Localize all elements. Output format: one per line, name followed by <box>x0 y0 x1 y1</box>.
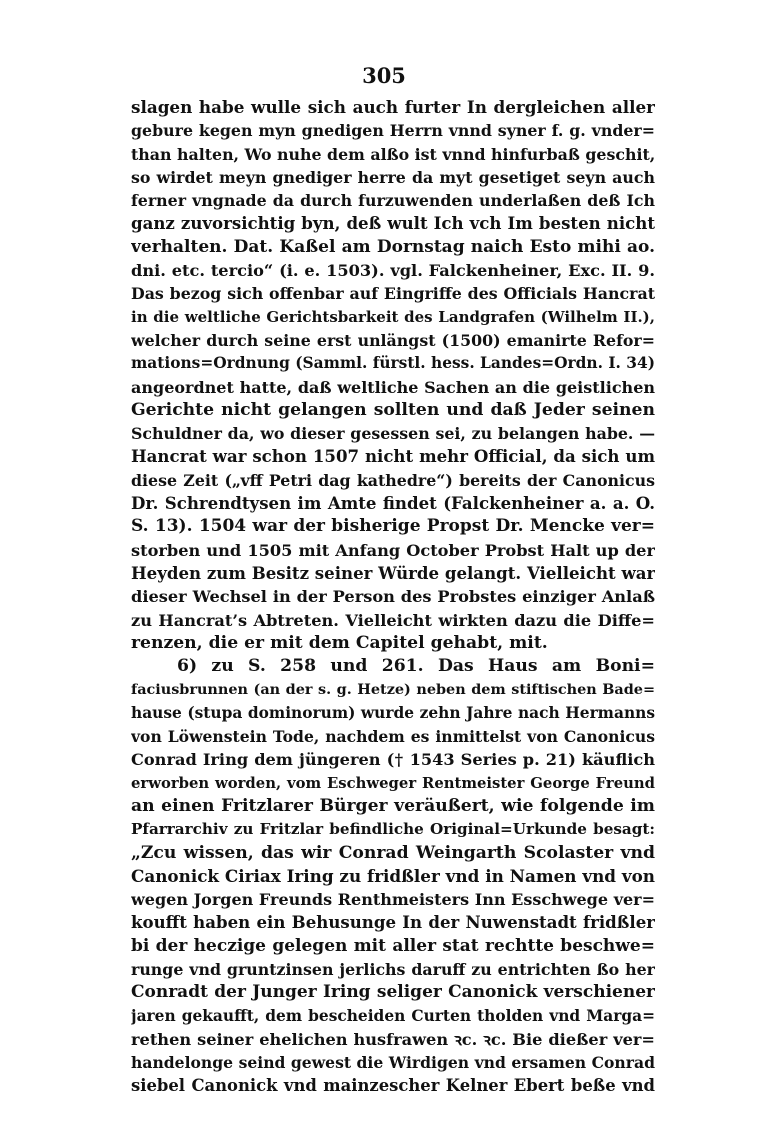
page-number: 305 <box>362 63 406 88</box>
body-text <box>131 96 655 1098</box>
text-line: welcher durch seine erst unlängst (1500) emanirte Refor= <box>131 330 655 350</box>
text-line: mations=Ordnung (Samml. fürstl. hess. Landes=Ordn. I. 34) <box>131 354 655 373</box>
text-line: 6) zu S. 258 und 261. Das Haus am Boni= <box>177 656 655 677</box>
text-line: so wirdet meyn gnediger herre da myt gesetiget seyn auch <box>131 167 655 187</box>
text-line: siebel Canonick vnd mainzescher Kelner Ebert beße vnd <box>131 1076 655 1096</box>
text-line: handelonge seind gewest die Wirdigen vnd ersamen Conrad <box>131 1053 655 1073</box>
text-line: slagen habe wulle sich auch furter In dergleichen aller <box>131 97 655 117</box>
text-line: ganz zuvorsichtig byn, deß wult Ich vch Im besten nicht <box>131 213 655 234</box>
text-line: koufft haben ein Behusunge In der Nuwenstadt fridßler <box>131 912 655 933</box>
text-line: Pfarrarchiv zu Fritzlar befindliche Original=Urkunde besagt: <box>131 820 655 839</box>
text-line: erworben worden, vom Eschweger Rentmeister George Freund <box>131 774 655 792</box>
text-line: hause (stupa dominorum) wurde zehn Jahre nach Hermanns <box>131 703 655 722</box>
text-line: diese Zeit („vff Petri dag kathedre“) bereits der Canonicus <box>131 470 655 490</box>
text-line: von Löwenstein Tode, nachdem es inmittelst von Canonicus <box>131 727 655 747</box>
text-line: Schuldner da, wo dieser gesessen sei, zu belangen habe. — <box>131 424 655 444</box>
text-line: jaren gekaufft, dem bescheiden Curten tholden vnd Marga= <box>131 1006 655 1025</box>
text-line: gebure kegen myn gnedigen Herrn vnnd syner f. g. vnder= <box>131 121 655 141</box>
text-line: Das bezog sich offenbar auf Eingriffe des Officials Hancrat <box>131 284 655 304</box>
text-line: in die weltliche Gerichtsbarkeit des Landgrafen (Wilhelm II.), <box>131 307 655 326</box>
text-line: dni. etc. tercio“ (i. e. 1503). vgl. Falckenheiner, Exc. II. 9. <box>131 261 655 281</box>
text-line: renzen, die er mit dem Capitel gehabt, mit. <box>131 632 548 653</box>
text-line: dieser Wechsel in der Person des Probstes einziger Anlaß <box>131 587 655 607</box>
text-line: faciusbrunnen (an der s. g. Hetze) neben dem stiftischen Bade= <box>131 681 655 699</box>
text-line: Conradt der Junger Iring seliger Canonick verschiener <box>131 982 655 1003</box>
text-line: Conrad Iring dem jüngeren († 1543 Series p. 21) käuflich <box>131 750 655 770</box>
text-line: runge vnd gruntzinsen jerlichs daruff zu entrichten ßo her <box>131 959 655 979</box>
text-line: Dr. Schrendtysen im Amte findet (Falckenheiner a. a. O. <box>131 493 655 514</box>
text-line: wegen Jorgen Freunds Renthmeisters Inn Esschwege ver= <box>131 890 655 910</box>
text-line: Hancrat war schon 1507 nicht mehr Official, da sich um <box>131 446 655 467</box>
text-line: storben und 1505 mit Anfang October Probst Halt up der <box>131 540 655 560</box>
text-line: an einen Fritzlarer Bürger veräußert, wie folgende im <box>131 795 655 816</box>
text-line: than halten, Wo nuhe dem alßo ist vnnd hinfurbaß geschit, <box>131 144 655 164</box>
text-line: rethen seiner ehelichen husfrawen ꝛc. ꝛc. Bie dießer ver= <box>131 1029 655 1049</box>
text-line: Gerichte nicht gelangen sollten und daß Jeder seinen <box>131 399 655 420</box>
text-line: ferner vngnade da durch furzuwenden underlaßen deß Ich <box>131 191 655 211</box>
text-line: bi der heczige gelegen mit aller stat rechtte beschwe= <box>131 935 655 956</box>
text-line: Canonick Ciriax Iring zu fridßler vnd in Namen vnd von <box>131 865 655 886</box>
text-line: verhalten. Dat. Kaßel am Dornstag naich Esto mihi ao. <box>131 236 655 257</box>
text-line: Heyden zum Besitz seiner Würde gelangt. Vielleicht war <box>131 562 655 583</box>
text-line: „Zcu wissen, das wir Conrad Weingarth Scolaster vnd <box>131 842 655 863</box>
text-line: angeordnet hatte, daß weltliche Sachen an die geistlichen <box>131 377 655 397</box>
text-line: zu Hancrat’s Abtreten. Vielleicht wirkten dazu die Diffe= <box>131 610 655 630</box>
text-line: S. 13). 1504 war der bisherige Propst Dr. Mencke ver= <box>131 516 655 537</box>
